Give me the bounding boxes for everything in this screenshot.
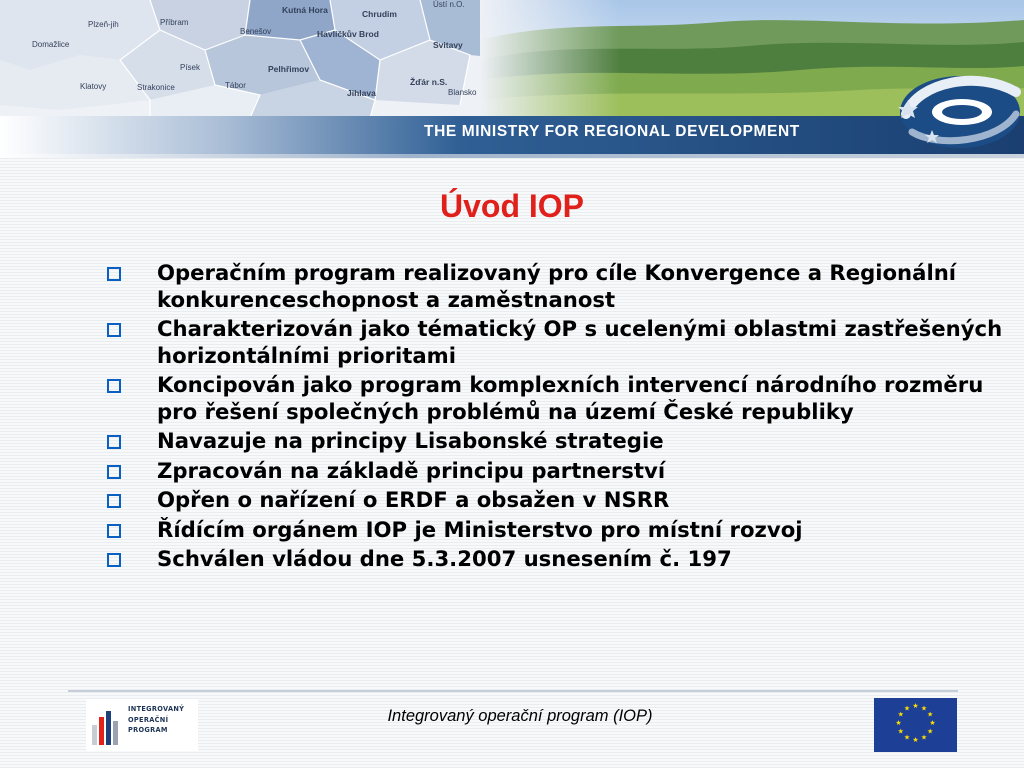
iop-logo-line: OPERAČNÍ: [128, 715, 169, 724]
svg-text:★: ★: [897, 710, 904, 719]
iop-logo: [86, 699, 198, 751]
square-bullet-icon: [107, 465, 121, 479]
bullet-list: [104, 260, 1004, 576]
svg-text:★: ★: [929, 719, 936, 727]
iop-logo-text: [128, 704, 184, 736]
map-label: Tábor: [225, 81, 246, 90]
svg-text:★: ★: [903, 733, 911, 742]
bullet-text: Řídícím orgánem IOP je Ministerstvo pro místní rozvoj: [157, 516, 803, 542]
map-label: Domažlice: [32, 40, 70, 49]
iop-logo-line: INTEGROVANÝ: [128, 705, 185, 713]
svg-text:★: ★: [920, 704, 928, 713]
eu-stars-icon: [874, 698, 957, 752]
header-banner: [0, 0, 1024, 158]
bullet-text: Zpracován na základě principu partnerství: [157, 457, 666, 483]
bullet-text: Opřen o nařízení o ERDF a obsažen v NSRR: [157, 487, 670, 512]
eu-flag-icon: [874, 698, 957, 752]
bullet-text: Navazuje na principy Lisabonské strategie: [157, 428, 664, 453]
list-item: [104, 316, 1004, 369]
map-label: Strakonice: [137, 83, 175, 92]
map-label: Klatovy: [80, 82, 107, 91]
ministry-title: THE MINISTRY FOR REGIONAL DEVELOPMENT: [424, 123, 800, 140]
bullet-text: Koncipován jako program komplexních intervencí národního rozměru pro řešení společných problémů na území České republiky: [157, 372, 984, 424]
list-item: [104, 428, 1004, 455]
map-label: Chrudim: [362, 9, 397, 19]
ministry-logo-icon: [888, 52, 1024, 158]
bullet-text: Operačním program realizovaný pro cíle Konvergence a Regionální konkurenceschopnost a zaměstnanost: [157, 260, 957, 312]
svg-text:★: ★: [927, 727, 934, 736]
map-label: Jihlava: [347, 88, 376, 98]
svg-text:★: ★: [897, 727, 904, 736]
map-label: Kutná Hora: [282, 5, 328, 15]
footer-program-name: Integrovaný operační program (IOP): [387, 707, 653, 725]
divider: [0, 154, 1024, 158]
list-item: [104, 517, 1004, 544]
square-bullet-icon: [107, 524, 121, 538]
map-label: Benešov: [240, 27, 272, 36]
iop-logo-line: PROGRAM: [128, 726, 168, 734]
map-label: Blansko: [448, 88, 477, 97]
square-bullet-icon: [107, 379, 121, 393]
map-label: Žďár n.S.: [410, 77, 448, 87]
square-bullet-icon: [107, 553, 121, 567]
map-label: Písek: [180, 63, 201, 72]
bullet-text: Charakterizován jako tématický OP s ucelenými oblastmi zastřešených horizontálními prioritami: [157, 316, 1003, 368]
list-item: [104, 260, 1004, 313]
map-label: Ústí n.O.: [433, 0, 465, 9]
footer-divider: [68, 690, 958, 692]
svg-text:★: ★: [903, 704, 911, 713]
square-bullet-icon: [107, 435, 121, 449]
square-bullet-icon: [107, 323, 121, 337]
square-bullet-icon: [107, 267, 121, 281]
list-item: [104, 372, 1004, 425]
iop-logo-bars-icon: [92, 707, 124, 745]
slide-title: Úvod IOP: [439, 188, 584, 224]
bullet-text: Schválen vládou dne 5.3.2007 usnesením č. 197: [157, 546, 732, 571]
svg-text:★: ★: [912, 736, 919, 744]
region-map-image: [0, 0, 520, 118]
svg-text:★: ★: [895, 719, 902, 727]
map-label: Svitavy: [433, 40, 463, 50]
list-item: [104, 546, 1004, 573]
svg-text:★: ★: [920, 733, 928, 742]
square-bullet-icon: [107, 494, 121, 508]
map-label: Havlíčkův Brod: [317, 29, 379, 39]
list-item: [104, 458, 1004, 485]
svg-text:★: ★: [927, 710, 934, 719]
map-label: Příbram: [160, 18, 189, 27]
list-item: [104, 487, 1004, 514]
svg-text:★: ★: [912, 702, 919, 710]
map-label: Pelhřimov: [268, 64, 310, 74]
map-label: Plzeň-jih: [88, 20, 119, 29]
